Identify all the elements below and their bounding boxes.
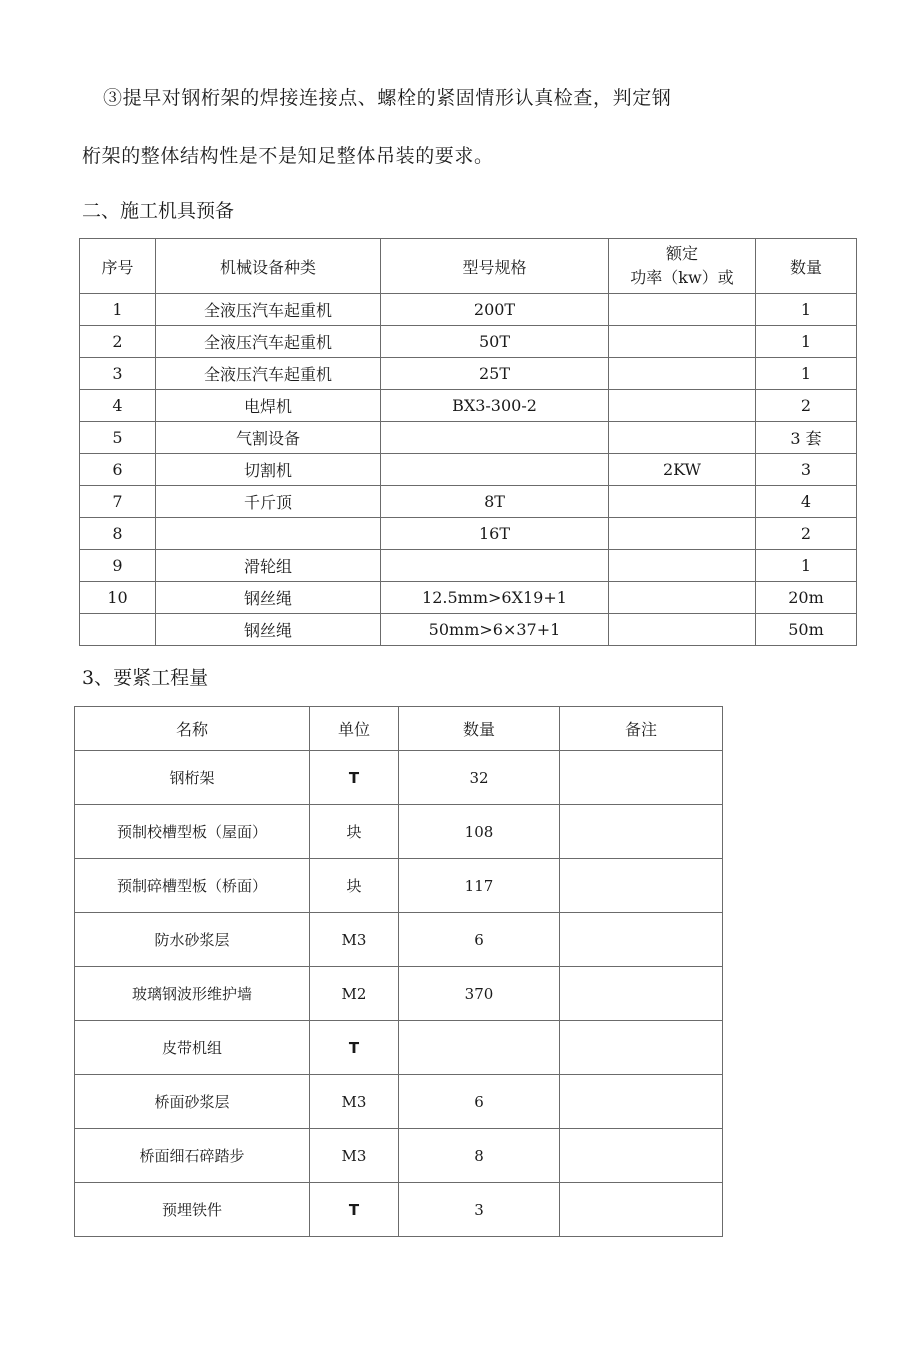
- cell-unit: M3: [310, 913, 399, 967]
- cell-model: 50T: [381, 326, 609, 358]
- cell-qty: [399, 1021, 560, 1075]
- cell-type: 全液压汽车起重机: [156, 358, 381, 390]
- table-row: [75, 805, 723, 859]
- cell-seq: 4: [80, 390, 156, 422]
- header-unit: 单位: [310, 707, 399, 751]
- table-row: [80, 582, 857, 614]
- cell-qty: 1: [756, 326, 857, 358]
- header-power: [609, 239, 756, 294]
- cell-note: [560, 967, 723, 1021]
- cell-type: 气割设备: [156, 422, 381, 454]
- table-row: [80, 454, 857, 486]
- cell-unit: T: [310, 751, 399, 805]
- cell-note: [560, 805, 723, 859]
- cell-power: [609, 390, 756, 422]
- cell-qty: 6: [399, 913, 560, 967]
- cell-note: [560, 1075, 723, 1129]
- cell-name: 预制碎槽型板（桥面）: [75, 859, 310, 913]
- table-row: [80, 486, 857, 518]
- cell-name: 桥面砂浆层: [75, 1075, 310, 1129]
- section-title-quantities: 3、要紧工程量: [82, 667, 209, 689]
- cell-power: [609, 550, 756, 582]
- cell-type: 全液压汽车起重机: [156, 294, 381, 326]
- cell-note: [560, 859, 723, 913]
- cell-unit: 块: [310, 859, 399, 913]
- cell-qty: 8: [399, 1129, 560, 1183]
- cell-type: 切割机: [156, 454, 381, 486]
- cell-qty: 1: [756, 294, 857, 326]
- header-quantity: 数量: [399, 707, 560, 751]
- equipment-table: [79, 238, 857, 646]
- table-row: [80, 390, 857, 422]
- cell-model: 16T: [381, 518, 609, 550]
- cell-unit: 块: [310, 805, 399, 859]
- quantity-table: [74, 706, 723, 1237]
- cell-power: [609, 518, 756, 550]
- cell-power: [609, 614, 756, 646]
- header-note: 备注: [560, 707, 723, 751]
- cell-model: 25T: [381, 358, 609, 390]
- cell-power: [609, 326, 756, 358]
- header-power-line2: 功率（kw）或: [630, 268, 734, 287]
- cell-seq: 7: [80, 486, 156, 518]
- cell-qty: 1: [756, 550, 857, 582]
- cell-unit: M2: [310, 967, 399, 1021]
- table-row: [80, 422, 857, 454]
- table-row: [80, 518, 857, 550]
- cell-note: [560, 1183, 723, 1237]
- cell-model: 200T: [381, 294, 609, 326]
- quantity-header-row: [75, 707, 723, 751]
- cell-model: [381, 422, 609, 454]
- table-row: [75, 859, 723, 913]
- cell-unit: M3: [310, 1129, 399, 1183]
- cell-power: [609, 582, 756, 614]
- cell-qty: 50m: [756, 614, 857, 646]
- header-type: 机械设备种类: [156, 239, 381, 294]
- cell-power: [609, 486, 756, 518]
- cell-seq: 3: [80, 358, 156, 390]
- cell-type: 全液压汽车起重机: [156, 326, 381, 358]
- cell-qty: 2: [756, 518, 857, 550]
- cell-qty: 117: [399, 859, 560, 913]
- table-row: [75, 1129, 723, 1183]
- cell-note: [560, 1021, 723, 1075]
- cell-model: 12.5mm>6X19+1: [381, 582, 609, 614]
- cell-qty: 3: [399, 1183, 560, 1237]
- cell-seq: 5: [80, 422, 156, 454]
- header-seq: 序号: [80, 239, 156, 294]
- cell-model: BX3-300-2: [381, 390, 609, 422]
- cell-power: [609, 358, 756, 390]
- cell-seq: 10: [80, 582, 156, 614]
- cell-type: 钢丝绳: [156, 614, 381, 646]
- cell-type: 电焊机: [156, 390, 381, 422]
- cell-seq: [80, 614, 156, 646]
- header-power-line1: 额定: [665, 244, 698, 263]
- cell-power: [609, 294, 756, 326]
- cell-seq: 9: [80, 550, 156, 582]
- cell-power: 2KW: [609, 454, 756, 486]
- cell-type: [156, 518, 381, 550]
- table-row: [80, 294, 857, 326]
- table-row: [80, 550, 857, 582]
- cell-model: 50mm>6×37+1: [381, 614, 609, 646]
- cell-qty: 3: [756, 454, 857, 486]
- table-row: [80, 358, 857, 390]
- cell-name: 预制校槽型板（屋面）: [75, 805, 310, 859]
- equipment-header-row: [80, 239, 857, 294]
- cell-name: 防水砂浆层: [75, 913, 310, 967]
- cell-power: [609, 422, 756, 454]
- cell-unit: T: [310, 1021, 399, 1075]
- cell-qty: 108: [399, 805, 560, 859]
- cell-seq: 8: [80, 518, 156, 550]
- cell-qty: 2: [756, 390, 857, 422]
- cell-qty: 4: [756, 486, 857, 518]
- cell-type: 千斤顶: [156, 486, 381, 518]
- cell-seq: 6: [80, 454, 156, 486]
- cell-name: 预埋铁件: [75, 1183, 310, 1237]
- table-row: [75, 913, 723, 967]
- cell-seq: 1: [80, 294, 156, 326]
- cell-name: 玻璃钢波形维护墙: [75, 967, 310, 1021]
- paragraph-structural-check: 桁架的整体结构性是不是知足整体吊装的要求。: [82, 145, 494, 167]
- cell-qty: 1: [756, 358, 857, 390]
- cell-seq: 2: [80, 326, 156, 358]
- table-row: [75, 967, 723, 1021]
- paragraph-check-welds: ③提早对钢桁架的焊接连接点、螺栓的紧固情形认真检查，判定钢: [103, 87, 672, 109]
- cell-name: 皮带机组: [75, 1021, 310, 1075]
- cell-qty: 20m: [756, 582, 857, 614]
- cell-note: [560, 1129, 723, 1183]
- table-row: [75, 1075, 723, 1129]
- cell-type: 滑轮组: [156, 550, 381, 582]
- cell-unit: M3: [310, 1075, 399, 1129]
- cell-name: 桥面细石碎踏步: [75, 1129, 310, 1183]
- cell-model: [381, 550, 609, 582]
- cell-note: [560, 913, 723, 967]
- header-qty: 数量: [756, 239, 857, 294]
- cell-model: [381, 454, 609, 486]
- cell-qty: 32: [399, 751, 560, 805]
- cell-qty: 370: [399, 967, 560, 1021]
- table-row: [80, 326, 857, 358]
- cell-qty: 6: [399, 1075, 560, 1129]
- cell-qty: 3 套: [756, 422, 857, 454]
- table-row: [75, 1183, 723, 1237]
- cell-unit: T: [310, 1183, 399, 1237]
- cell-type: 钢丝绳: [156, 582, 381, 614]
- table-row: [75, 751, 723, 805]
- header-model: 型号规格: [381, 239, 609, 294]
- header-name: 名称: [75, 707, 310, 751]
- cell-note: [560, 751, 723, 805]
- table-row: [75, 1021, 723, 1075]
- section-title-equipment: 二、施工机具预备: [82, 200, 235, 222]
- table-row: [80, 614, 857, 646]
- cell-name: 钢桁架: [75, 751, 310, 805]
- cell-model: 8T: [381, 486, 609, 518]
